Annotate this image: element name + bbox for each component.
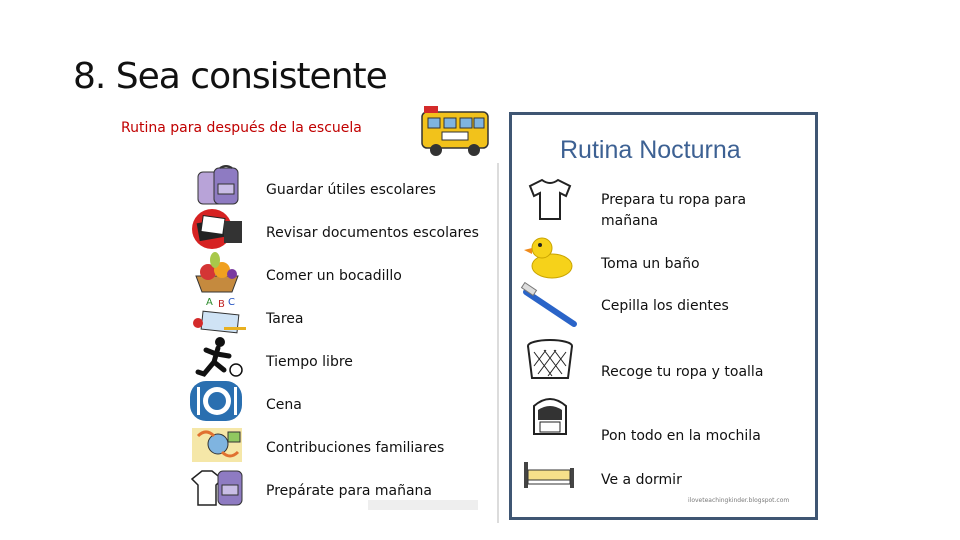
night-label: Prepara tu ropa para mañana bbox=[601, 192, 747, 229]
list-item bbox=[186, 336, 496, 380]
after-school-label: Cena bbox=[266, 397, 302, 413]
laundry-basket-icon bbox=[520, 336, 580, 384]
night-label: Pon todo en la mochila bbox=[601, 428, 761, 444]
backpack-icon bbox=[188, 164, 246, 208]
after-school-label: Revisar documentos escolares bbox=[266, 225, 479, 241]
list-item bbox=[186, 164, 496, 208]
after-school-label: Comer un bocadillo bbox=[266, 268, 402, 284]
after-school-header: Rutina para después de la escuela bbox=[121, 120, 362, 136]
rubber-duck-icon bbox=[520, 232, 580, 280]
homework-icon bbox=[188, 293, 246, 337]
after-school-label: Prepárate para mañana bbox=[266, 483, 432, 499]
night-routine-title: Rutina Nocturna bbox=[560, 136, 741, 164]
after-school-label: Contribuciones familiares bbox=[266, 440, 445, 456]
list-item bbox=[186, 379, 496, 423]
night-watermark: iloveteachingkinder.blogspot.com bbox=[688, 497, 790, 504]
svg-text:C: C bbox=[228, 297, 235, 308]
tshirt-icon bbox=[520, 176, 580, 224]
toothbrush-icon bbox=[520, 282, 580, 330]
slide-title: 8. Sea consistente bbox=[73, 56, 387, 97]
night-label: Ve a dormir bbox=[601, 472, 682, 488]
night-label: Cepilla los dientes bbox=[601, 298, 729, 314]
fruit-basket-icon bbox=[188, 250, 246, 294]
after-school-label: Guardar útiles escolares bbox=[266, 182, 436, 198]
chores-icon bbox=[188, 422, 246, 466]
running-kid-icon bbox=[188, 336, 246, 380]
backpack-icon bbox=[520, 392, 580, 440]
list-item bbox=[186, 250, 496, 294]
list-item bbox=[186, 422, 496, 466]
after-school-label: Tarea bbox=[266, 311, 304, 327]
after-school-label: Tiempo libre bbox=[266, 354, 353, 370]
night-label: Toma un baño bbox=[601, 256, 700, 272]
bed-icon bbox=[520, 456, 580, 504]
panel-footer-strip bbox=[368, 500, 478, 510]
list-item bbox=[186, 293, 496, 337]
dinner-plate-icon bbox=[188, 379, 246, 423]
night-label: Recoge tu ropa y toalla bbox=[601, 364, 764, 380]
svg-text:A: A bbox=[206, 297, 213, 308]
list-item bbox=[186, 207, 496, 251]
documents-icon bbox=[188, 207, 246, 251]
clothes-backpack-icon bbox=[188, 465, 246, 509]
svg-text:B: B bbox=[218, 299, 225, 310]
school-bus-icon bbox=[412, 102, 494, 162]
